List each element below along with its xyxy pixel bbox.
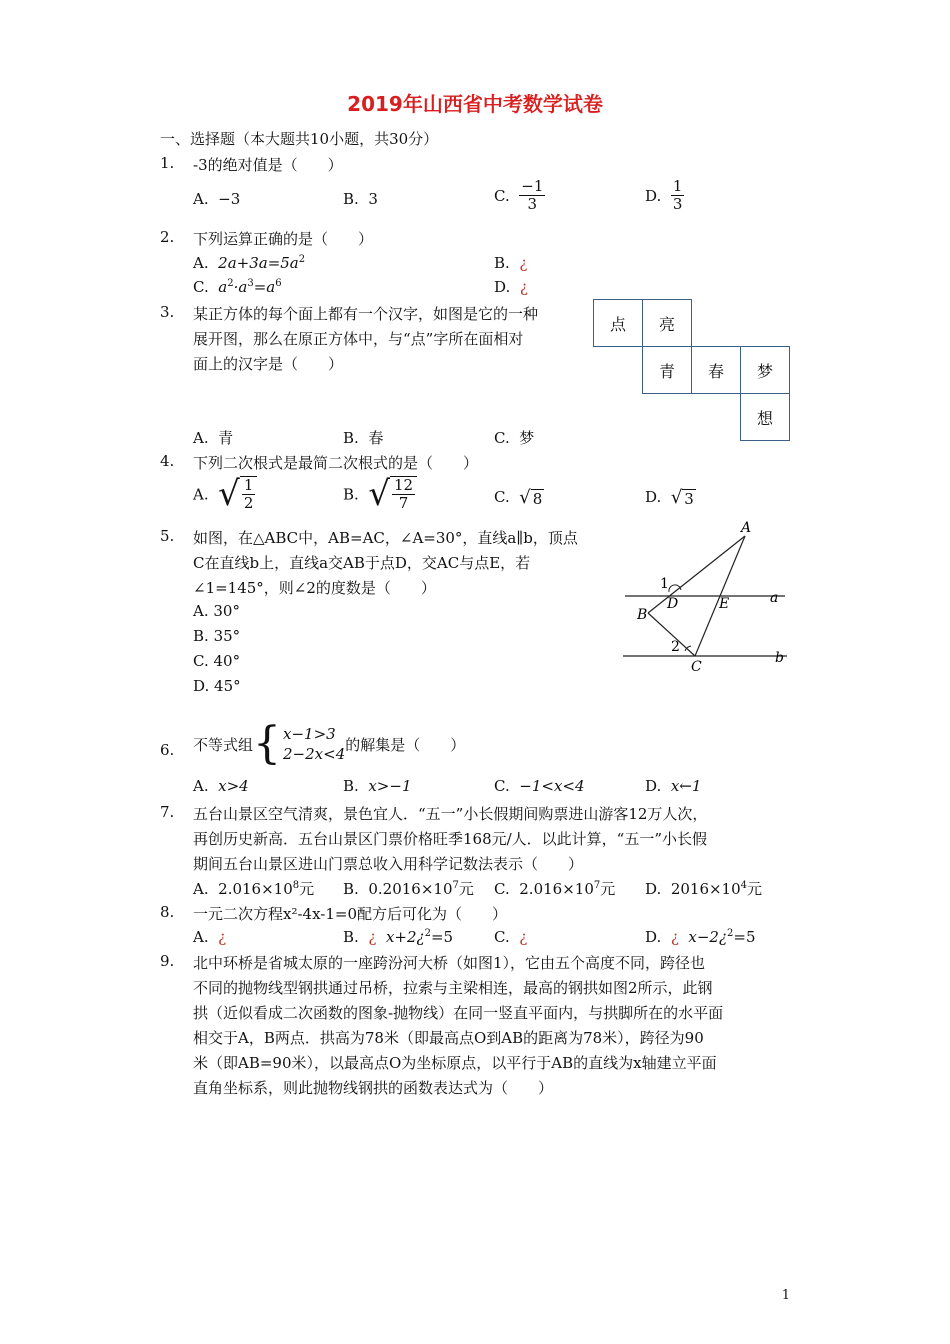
label-angle-1: 1 xyxy=(660,576,669,592)
q2-c-term1: a xyxy=(218,278,228,296)
q9-line5: 米（即AB=90米），以最高点O为坐标原点，以平行于AB的直线为x轴建立平面 xyxy=(193,1054,717,1072)
cube-cell-liang: 亮 xyxy=(643,300,692,347)
q6-option-b xyxy=(343,777,411,795)
q8-number: 8. xyxy=(160,903,175,921)
q5-option-c xyxy=(193,652,240,670)
q6-stem xyxy=(193,718,466,769)
q4-b-denominator: 7 xyxy=(398,494,409,513)
q6-c-label: C. xyxy=(494,777,510,795)
q8-c-label: C. xyxy=(494,928,510,946)
q7-c-exponent: 7 xyxy=(593,880,601,891)
q7-line1: 五台山景区空气清爽，景色宜人．“五一”小长假期间购票进山游客12万人次， xyxy=(193,805,708,823)
q8-c-value: ¿ xyxy=(519,928,528,946)
q2-a-value: 2a+3a=5a xyxy=(218,254,299,272)
q8-option-b xyxy=(343,928,453,946)
q4-a-denominator: 2 xyxy=(243,494,254,513)
q8-option-d xyxy=(645,928,756,946)
cube-net-figure xyxy=(593,299,790,441)
q2-b-label: B. xyxy=(494,254,510,272)
q3-a-label: A. xyxy=(193,429,209,447)
q7-a-label: A. xyxy=(193,880,209,898)
q1-c-numerator: −1 xyxy=(521,177,544,195)
q7-d-unit: 元 xyxy=(747,880,763,898)
q7-d-value: 2016×10 xyxy=(670,880,741,898)
q2-d-label: D. xyxy=(494,278,511,296)
q2-option-a xyxy=(193,254,305,272)
q6-option-c xyxy=(494,777,585,795)
q6-option-a xyxy=(193,777,249,795)
label-line-b: b xyxy=(775,650,784,666)
q7-c-unit: 元 xyxy=(600,880,616,898)
q9-line3: 拱（近似看成二次函数的图象-抛物线）在同一竖直平面内，与拱脚所在的水平面 xyxy=(193,1004,724,1022)
q6-a-value: x>4 xyxy=(218,777,249,795)
q5-line3: ∠1=145°，则∠2的度数是（ ） xyxy=(193,579,436,597)
q4-a-label: A. xyxy=(193,485,209,504)
q3-b-value: 春 xyxy=(368,429,384,447)
q8-d-value2: x−2¿ xyxy=(688,928,728,946)
q8-option-a xyxy=(193,928,226,946)
q6-b-label: B. xyxy=(343,777,359,795)
q5-d-value: 45° xyxy=(214,677,241,695)
cube-cell-qing: 青 xyxy=(643,347,692,394)
q1-c-fraction xyxy=(519,178,545,214)
q3-option-a xyxy=(193,427,233,448)
q3-b-label: B. xyxy=(343,429,359,447)
label-angle-2: 2 xyxy=(671,639,680,655)
label-point-b: B xyxy=(637,607,648,623)
q9-number: 9. xyxy=(160,952,175,970)
q4-b-radical: √ $\frac{12}{7}$ xyxy=(368,476,417,513)
q8-stem: 一元二次方程x²-4x-1=0配方后可化为（ ） xyxy=(193,905,508,923)
q7-a-unit: 元 xyxy=(299,880,315,898)
q3-option-c xyxy=(494,427,534,448)
q5-c-label: C. xyxy=(193,652,209,670)
q5-option-b xyxy=(193,627,240,645)
q1-d-fraction xyxy=(671,178,685,214)
q8-a-label: A. xyxy=(193,928,209,946)
page-number: 1 xyxy=(781,1288,790,1303)
q4-stem: 下列二次根式是最简二次根式的是（ ） xyxy=(193,454,479,472)
cube-cell-chun: 春 xyxy=(692,347,741,394)
q7-option-c xyxy=(494,878,615,899)
q2-c-term2: ·a xyxy=(233,278,248,296)
q5-c-value: 40° xyxy=(213,652,241,670)
q2-a-label: A. xyxy=(193,254,209,272)
q5-d-label: D. xyxy=(193,677,210,695)
q5-a-value: 30° xyxy=(213,602,240,620)
cube-cell-meng: 梦 xyxy=(741,347,790,394)
cube-cell-dian: 点 xyxy=(594,300,643,347)
q2-number: 2. xyxy=(160,228,175,246)
q3-c-value: 梦 xyxy=(519,429,535,447)
q5-a-label: A. xyxy=(193,602,209,620)
q1-b-value: 3 xyxy=(368,190,378,208)
q4-option-c xyxy=(494,488,544,508)
cube-cell-xiang: 想 xyxy=(741,394,790,441)
q4-c-radical: √ 8 xyxy=(519,487,543,508)
q8-d-value1: ¿ xyxy=(670,928,679,946)
q4-d-value: 3 xyxy=(684,489,694,508)
q1-a-label: A. xyxy=(193,190,209,208)
q7-option-a xyxy=(193,878,314,899)
q4-a-radical: √ $\frac{1}{2}$ xyxy=(218,476,257,513)
q2-option-c xyxy=(193,278,282,296)
q8-d-exponent: 2 xyxy=(727,928,734,939)
q1-c-label: C. xyxy=(494,186,510,205)
q2-c-exp1: 2 xyxy=(227,278,234,289)
q7-c-label: C. xyxy=(494,880,510,898)
q5-number: 5. xyxy=(160,527,175,545)
q2-c-term3: =a xyxy=(253,278,276,296)
q1-d-label: D. xyxy=(645,186,662,205)
q6-stem-pre: 不等式组 xyxy=(193,735,254,754)
triangle-parallel-lines-figure xyxy=(615,518,795,678)
q7-a-value: 2.016×10 xyxy=(218,880,293,898)
q4-b-label: B. xyxy=(343,485,359,504)
q7-b-value: 0.2016×10 xyxy=(368,880,453,898)
q6-option-d xyxy=(645,777,701,795)
q1-a-value: −3 xyxy=(218,190,241,208)
q4-a-numerator: 1 xyxy=(243,476,254,494)
segment-ab xyxy=(648,536,745,613)
q2-option-b xyxy=(494,254,527,272)
q3-line2: 展开图，那么在原正方体中，与“点”字所在面相对 xyxy=(193,330,524,348)
q6-b-value: x>−1 xyxy=(368,777,412,795)
q6-number: 6. xyxy=(160,741,175,759)
q4-b-numerator: 12 xyxy=(394,476,414,494)
q6-d-value: x←1 xyxy=(670,777,702,795)
q5-option-d xyxy=(193,677,241,695)
q4-d-radical: √ 3 xyxy=(670,487,694,508)
q4-option-a xyxy=(193,476,257,513)
q7-option-d xyxy=(645,878,762,899)
q8-d-value3: =5 xyxy=(733,928,756,946)
q3-option-b xyxy=(343,427,383,448)
q9-line6: 直角坐标系，则此抛物线钢拱的函数表达式为（ ） xyxy=(193,1079,554,1097)
q1-option-a xyxy=(193,190,240,208)
q8-b-value2: x+2¿ xyxy=(385,928,425,946)
q6-d-label: D. xyxy=(645,777,662,795)
q1-d-numerator: 1 xyxy=(672,177,683,195)
q4-number: 4. xyxy=(160,452,175,470)
q6-a-label: A. xyxy=(193,777,209,795)
q1-option-b xyxy=(343,190,378,208)
q7-b-label: B. xyxy=(343,880,359,898)
q7-b-unit: 元 xyxy=(458,880,474,898)
q6-inequality-1: x−1>3 xyxy=(283,724,336,743)
q7-line2: 再创历史新高．五台山景区门票价格旺季168元/人．以此计算，“五一”小长假 xyxy=(193,830,708,848)
q2-c-exp2: 3 xyxy=(247,278,254,289)
q5-option-a xyxy=(193,602,240,620)
q6-stem-post: 的解集是（ ） xyxy=(345,735,466,754)
q2-b-value: ¿ xyxy=(519,254,528,272)
q5-b-value: 35° xyxy=(213,627,241,645)
q5-line1: 如图，在△ABC中，AB=AC，∠A=30°，直线a∥b，顶点 xyxy=(193,529,578,547)
q9-line1: 北中环桥是省城太原的一座跨汾河大桥（如图1），它由五个高度不同，跨径也 xyxy=(193,954,706,972)
label-line-a: a xyxy=(770,590,779,606)
label-point-c: C xyxy=(691,659,702,675)
q4-c-label: C. xyxy=(494,488,510,506)
q2-option-d xyxy=(494,278,528,296)
q5-b-label: B. xyxy=(193,627,209,645)
q3-c-label: C. xyxy=(494,429,510,447)
q4-option-d xyxy=(645,488,696,508)
q8-b-value1: ¿ xyxy=(368,928,377,946)
section-heading: 一、选择题（本大题共10小题，共30分） xyxy=(160,130,439,148)
q6-c-value: −1<x<4 xyxy=(519,777,585,795)
q5-line2: C在直线b上，直线a交AB于点D，交AC与点E，若 xyxy=(193,554,531,572)
q3-line1: 某正方体的每个面上都有一个汉字，如图是它的一种 xyxy=(193,305,539,323)
q4-option-b xyxy=(343,476,417,513)
page-title: 2019年山西省中考数学试卷 xyxy=(347,92,603,116)
q6-inequality-2: 2−2x<4 xyxy=(283,745,346,763)
q7-number: 7. xyxy=(160,803,175,821)
q7-option-b xyxy=(343,878,474,899)
q2-d-value: ¿ xyxy=(519,278,528,296)
q7-c-value: 2.016×10 xyxy=(519,880,594,898)
q1-option-c xyxy=(494,178,545,214)
q9-line2: 不同的抛物线型钢拱通过吊桥，拉索与主梁相连，最高的钢拱如图2所示，此钢 xyxy=(193,979,713,997)
label-point-d: D xyxy=(667,596,679,612)
q8-b-exponent: 2 xyxy=(424,928,431,939)
q7-a-exponent: 8 xyxy=(292,880,300,891)
q1-c-denominator: 3 xyxy=(527,195,538,214)
q4-d-label: D. xyxy=(645,488,662,506)
q8-option-c xyxy=(494,928,527,946)
q1-number: 1. xyxy=(160,154,175,172)
q7-line3: 期间五台山景区进山门票总收入用科学记数法表示（ ） xyxy=(193,855,584,873)
q9-line4: 相交于A，B两点．拱高为78米（即最高点O到AB的距离为78米），跨径为90 xyxy=(193,1029,704,1047)
q4-b-fraction xyxy=(390,476,417,513)
q2-a-exponent: 2 xyxy=(298,254,306,265)
q8-b-label: B. xyxy=(343,928,359,946)
q2-c-label: C. xyxy=(193,278,209,296)
q8-b-value3: =5 xyxy=(430,928,454,946)
q1-stem: -3的绝对值是（ ） xyxy=(193,156,343,174)
q7-d-label: D. xyxy=(645,880,662,898)
q1-d-denominator: 3 xyxy=(672,195,683,214)
q4-a-fraction xyxy=(240,476,258,513)
q1-b-label: B. xyxy=(343,190,359,208)
q8-d-label: D. xyxy=(645,928,662,946)
q7-d-exponent: 4 xyxy=(740,880,748,891)
q3-number: 3. xyxy=(160,303,175,321)
label-point-a: A xyxy=(741,520,752,536)
q6-inequality-system: { x−1>3 2−2x<4 xyxy=(253,718,346,769)
q3-line3: 面上的汉字是（ ） xyxy=(193,355,344,373)
q4-c-value: 8 xyxy=(532,489,543,508)
q1-option-d xyxy=(645,178,684,214)
q2-c-exp3: 6 xyxy=(275,278,282,289)
q2-stem: 下列运算正确的是（ ） xyxy=(193,230,374,248)
q3-a-value: 青 xyxy=(218,429,234,447)
label-point-e: E xyxy=(719,596,730,612)
q7-b-exponent: 7 xyxy=(452,880,459,891)
q8-a-value: ¿ xyxy=(218,928,227,946)
